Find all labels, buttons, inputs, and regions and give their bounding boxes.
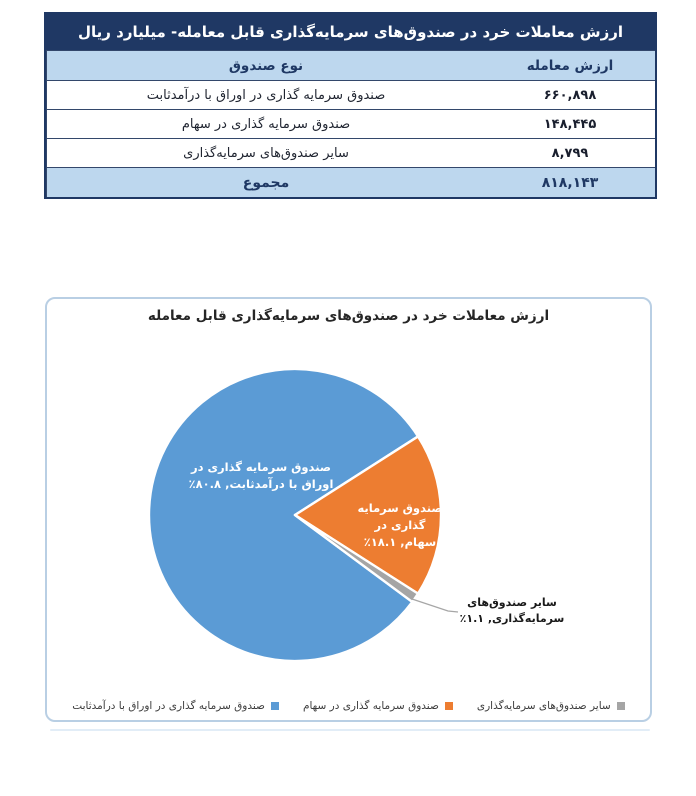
table-row bbox=[46, 138, 655, 167]
pie-chart bbox=[47, 299, 654, 724]
trade-value-cell: ۶۶۰,۸۹۸ bbox=[485, 81, 655, 109]
table-header-row bbox=[46, 50, 655, 80]
column-header-trade-value: ارزش معامله bbox=[485, 51, 655, 80]
legend-item-other-funds bbox=[477, 700, 625, 712]
legend-item-fixed-income bbox=[72, 700, 279, 712]
fund-type-cell: سایر صندوق‌های سرمایه‌گذاری bbox=[46, 139, 485, 167]
total-label-cell: مجموع bbox=[46, 168, 485, 197]
slice-label-line: صندوق سرمایه گذاری در bbox=[190, 460, 332, 474]
pie-slices bbox=[149, 369, 441, 661]
slice-label-line: سهام, ۱۸.۱٪ bbox=[363, 535, 437, 549]
legend-label: صندوق سرمایه گذاری در سهام bbox=[302, 700, 439, 712]
trade-value-cell: ۱۴۸,۴۴۵ bbox=[485, 110, 655, 138]
slice-label-line: سایر صندوق‌های bbox=[467, 596, 557, 609]
table-row bbox=[46, 109, 655, 138]
legend-label: سایر صندوق‌های سرمایه‌گذاری bbox=[476, 700, 611, 712]
chart-legend bbox=[47, 700, 650, 712]
table-title: ارزش معاملات خرد در صندوق‌های سرمایه‌گذاری قابل معامله- میلیارد ریال bbox=[46, 14, 655, 50]
legend-label: صندوق سرمایه گذاری در اوراق با درآمدثابت bbox=[72, 700, 265, 712]
legend-item-stocks bbox=[303, 700, 453, 712]
funds-table bbox=[44, 12, 657, 199]
slice-label-line: سرمایه‌گذاری, ۱.۱٪ bbox=[459, 612, 565, 625]
total-value-cell: ۸۱۸,۱۴۳ bbox=[485, 168, 655, 197]
fund-type-cell: صندوق سرمایه گذاری در اوراق با درآمدثابت bbox=[46, 81, 485, 109]
gray-square-icon bbox=[617, 702, 625, 710]
orange-square-icon bbox=[445, 702, 453, 710]
divider-line bbox=[50, 729, 650, 731]
slice-label-line: صندوق سرمایه گذاری در bbox=[357, 501, 443, 532]
pie-chart-container bbox=[45, 297, 652, 722]
table-total-row bbox=[46, 167, 655, 197]
slice-label-line: اوراق با درآمدثابت, ۸۰.۸٪ bbox=[188, 477, 334, 491]
fund-type-cell: صندوق سرمایه گذاری در سهام bbox=[46, 110, 485, 138]
chart-title: ارزش معاملات خرد در صندوق‌های سرمایه‌گذاری قابل معامله bbox=[147, 308, 550, 324]
column-header-fund-type: نوع صندوق bbox=[46, 51, 485, 80]
trade-value-cell: ۸,۷۹۹ bbox=[485, 139, 655, 167]
callout-leader-line bbox=[412, 599, 458, 612]
table-row bbox=[46, 80, 655, 109]
blue-square-icon bbox=[271, 702, 279, 710]
